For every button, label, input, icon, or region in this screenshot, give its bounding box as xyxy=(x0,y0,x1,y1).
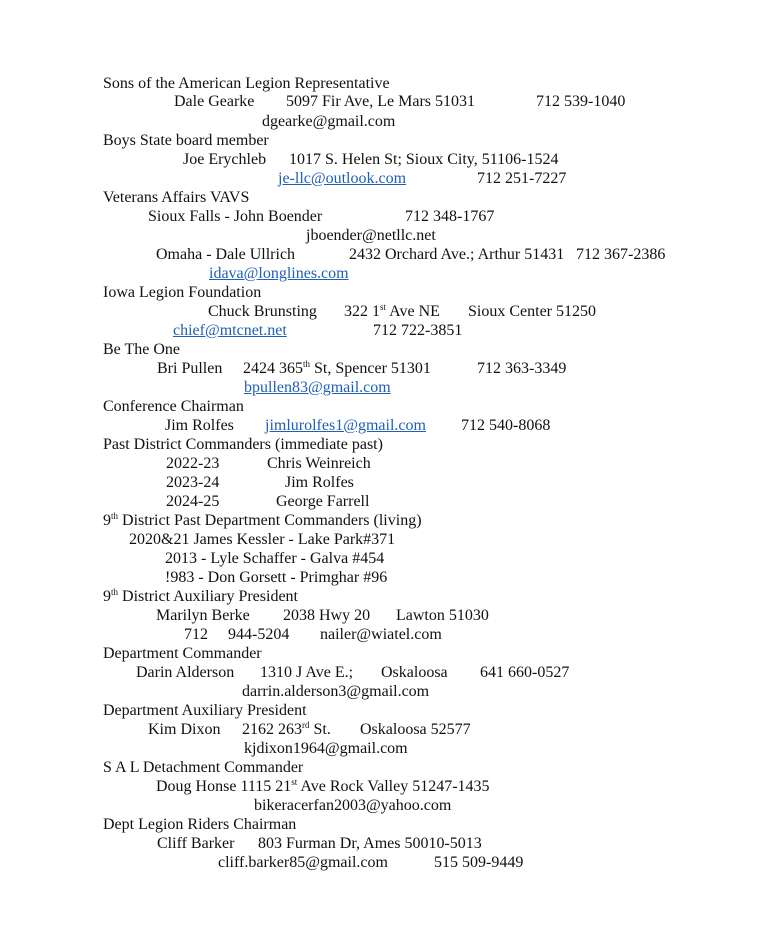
contact-city: Lawton 51030 xyxy=(396,607,489,624)
contact-email: dgearke@gmail.com xyxy=(262,113,396,130)
contact-email: nailer@wiatel.com xyxy=(320,626,442,643)
section-heading-riders: Dept Legion Riders Chairman xyxy=(103,816,297,833)
section-heading-dept-commander: Department Commander xyxy=(103,645,262,662)
contact-entry: Sioux Falls - John Boender xyxy=(148,208,323,225)
past-name: Chris Weinreich xyxy=(267,455,371,472)
contact-address: 1310 J Ave E.; xyxy=(260,664,354,681)
contact-phone: 712 539-1040 xyxy=(536,93,626,110)
past-name: Jim Rolfes xyxy=(285,474,354,491)
contact-phone: 712 348-1767 xyxy=(405,208,495,225)
section-heading-dept-aux: Department Auxiliary President xyxy=(103,702,307,719)
past-department-entry: !983 - Don Gorsett - Primghar #96 xyxy=(165,569,388,586)
section-heading-past-department: 9th District Past Department Commanders (living) xyxy=(103,511,422,529)
contact-address: 322 1st Ave NE xyxy=(344,302,440,320)
section-heading-conference: Conference Chairman xyxy=(103,398,244,415)
contact-phone: 515 509-9449 xyxy=(434,854,524,871)
contact-address: 5097 Fir Ave, Le Mars 51031 xyxy=(286,93,476,110)
section-heading-be-the-one: Be The One xyxy=(103,341,181,358)
contact-name: Joe Erychleb xyxy=(183,151,267,168)
section-heading-sal-representative: Sons of the American Legion Representative xyxy=(103,75,390,92)
contact-name: Jim Rolfes xyxy=(165,417,234,434)
contact-city: Oskaloosa xyxy=(381,664,448,681)
contact-phone: 641 660-0527 xyxy=(480,664,570,681)
contact-address: 803 Furman Dr, Ames 50010-5013 xyxy=(258,835,482,852)
contact-name: Kim Dixon xyxy=(148,721,221,738)
contact-name: Dale Gearke xyxy=(174,93,255,110)
contact-address: 2424 365th St, Spencer 51301 xyxy=(243,359,431,377)
past-name: George Farrell xyxy=(276,493,370,510)
contact-phone: 944-5204 xyxy=(228,626,290,643)
contact-phone: 712 251-7227 xyxy=(477,170,567,187)
past-year: 2023-24 xyxy=(166,474,220,491)
section-heading-foundation: Iowa Legion Foundation xyxy=(103,284,262,301)
contact-email: bikeracerfan2003@yahoo.com xyxy=(254,797,452,814)
contact-email: kjdixon1964@gmail.com xyxy=(244,740,408,757)
section-heading-aux-president: 9th District Auxiliary President xyxy=(103,587,298,605)
contact-name: Darin Alderson xyxy=(136,664,235,681)
contact-email-link[interactable]: chief@mtcnet.net xyxy=(173,322,287,339)
contact-email-link[interactable]: jimlurolfes1@gmail.com xyxy=(265,417,426,434)
contact-phone: 712 722-3851 xyxy=(373,322,463,339)
contact-line: Doug Honse 1115 21st Ave Rock Valley 51247-1435 xyxy=(156,777,490,795)
contact-address: 2432 Orchard Ave.; Arthur 51431 xyxy=(349,246,565,263)
contact-address: 2162 263rd St. xyxy=(242,720,331,738)
past-year: 2024-25 xyxy=(166,493,220,510)
contact-city: Sioux Center 51250 xyxy=(468,303,596,320)
contact-phone-area: 712 xyxy=(184,626,208,643)
contact-phone: 712 367-2386 xyxy=(576,246,666,263)
section-heading-past-district: Past District Commanders (immediate past) xyxy=(103,436,383,453)
past-department-entry: 2013 - Lyle Schaffer - Galva #454 xyxy=(165,550,385,567)
contact-entry: Omaha - Dale Ullrich xyxy=(156,246,296,263)
contact-name: Marilyn Berke xyxy=(156,607,250,624)
contact-address: 2038 Hwy 20 xyxy=(283,607,371,624)
contact-email-link[interactable]: idava@longlines.com xyxy=(209,265,349,282)
contact-email: jboender@netllc.net xyxy=(306,227,436,244)
contact-email: cliff.barker85@gmail.com xyxy=(218,854,388,871)
contact-name: Cliff Barker xyxy=(157,835,235,852)
contact-address: 1017 S. Helen St; Sioux City, 51106-1524 xyxy=(289,151,559,168)
contact-email-link[interactable]: bpullen83@gmail.com xyxy=(244,379,391,396)
contact-name: Bri Pullen xyxy=(157,360,223,377)
past-department-entry: 2020&21 James Kessler - Lake Park#371 xyxy=(129,531,396,548)
contact-phone: 712 363-3349 xyxy=(477,360,567,377)
section-heading-vavs: Veterans Affairs VAVS xyxy=(103,189,250,206)
past-year: 2022-23 xyxy=(166,455,220,472)
section-heading-sal-detachment: S A L Detachment Commander xyxy=(103,759,304,776)
contact-email: darrin.alderson3@gmail.com xyxy=(242,683,430,700)
contact-name: Chuck Brunsting xyxy=(208,303,317,320)
contact-email-link[interactable]: je-llc@outlook.com xyxy=(278,170,407,187)
contact-phone: 712 540-8068 xyxy=(461,417,551,434)
contact-city: Oskaloosa 52577 xyxy=(360,721,471,738)
section-heading-boys-state: Boys State board member xyxy=(103,132,269,149)
